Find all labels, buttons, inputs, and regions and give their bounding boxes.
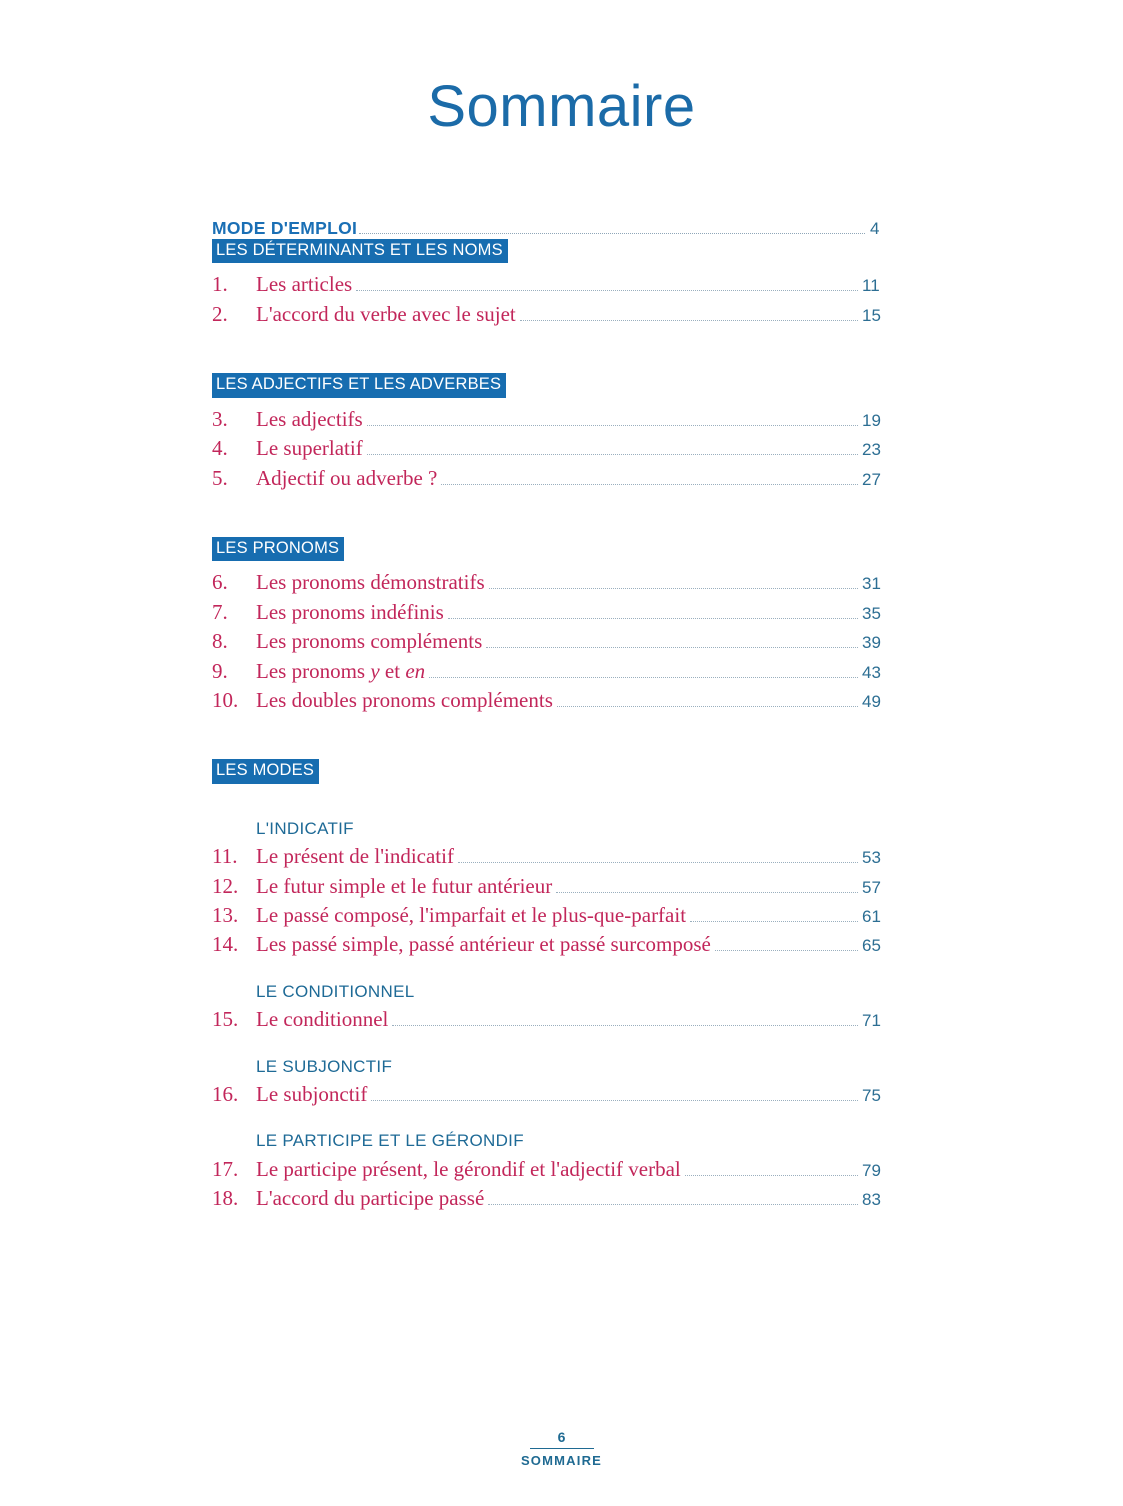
toc-entry[interactable] xyxy=(212,270,896,299)
section-header-band: LES DÉTERMINANTS ET LES NOMS xyxy=(212,239,508,263)
toc-entry-label: Les articles xyxy=(256,272,353,297)
toc-entry[interactable] xyxy=(212,930,896,959)
toc-entry-label: L'accord du verbe avec le sujet xyxy=(256,301,516,326)
dot-leader xyxy=(486,646,858,648)
toc-entry[interactable] xyxy=(212,1155,896,1184)
toc-entry-page: 15 xyxy=(862,305,881,325)
dot-leader xyxy=(448,617,858,619)
toc-entry[interactable] xyxy=(212,901,896,930)
toc-entry[interactable] xyxy=(212,1005,896,1034)
dot-leader xyxy=(359,232,865,234)
toc-subsection-heading: LE SUBJONCTIF xyxy=(256,1056,393,1076)
toc-entry-number: 8. xyxy=(212,629,228,654)
toc-entry-page: 43 xyxy=(862,662,881,682)
dot-leader xyxy=(556,891,858,893)
footer-label: SOMMAIRE xyxy=(520,1453,603,1468)
toc-entry-page: 35 xyxy=(862,603,881,623)
footer-divider xyxy=(530,1448,594,1449)
toc-entry-label: MODE D'EMPLOI xyxy=(212,218,358,238)
dot-leader xyxy=(557,705,858,707)
toc-entry-label: Le conditionnel xyxy=(256,1007,389,1032)
toc-entry-label: Les adjectifs xyxy=(256,406,363,431)
toc-entry[interactable] xyxy=(212,1080,896,1109)
toc-entry[interactable] xyxy=(212,872,896,901)
toc-entry-label: Les pronoms démonstratifs xyxy=(256,570,485,595)
toc-entry-page: 65 xyxy=(862,936,881,956)
dot-leader xyxy=(489,587,858,589)
toc-entry[interactable] xyxy=(212,1184,896,1213)
toc-entry-mode-demploi[interactable] xyxy=(212,218,896,239)
toc-entry[interactable] xyxy=(212,434,896,463)
toc-entry-label: Le participe présent, le gérondif et l'adjectif verbal xyxy=(256,1156,681,1181)
toc-entry-page: 39 xyxy=(862,633,881,653)
toc-section xyxy=(212,537,896,715)
toc-entry-label: Les passé simple, passé antérieur et passé surcomposé xyxy=(256,932,711,957)
dot-leader xyxy=(458,861,858,863)
toc-entry[interactable] xyxy=(212,300,896,329)
dot-leader xyxy=(690,920,858,922)
toc-entry-label: Le futur simple et le futur antérieur xyxy=(256,873,553,898)
toc-entry-number: 1. xyxy=(212,272,228,297)
toc-entry-label: Le passé composé, l'imparfait et le plus-que-parfait xyxy=(256,903,687,928)
toc-entry-label: Adjectif ou adverbe ? xyxy=(256,465,438,490)
dot-leader xyxy=(685,1174,858,1176)
toc-content xyxy=(212,218,896,1214)
toc-section xyxy=(212,373,896,493)
toc-entry-label: Le présent de l'indicatif xyxy=(256,844,454,869)
page-title: Sommaire xyxy=(427,74,696,139)
toc-entry-page: 27 xyxy=(862,469,881,489)
toc-entry-number: 14. xyxy=(212,932,239,957)
toc-entry-page: 83 xyxy=(862,1190,881,1210)
toc-entry-number: 15. xyxy=(212,1007,239,1032)
toc-entry-label: Les doubles pronoms compléments xyxy=(256,687,553,712)
page-footer xyxy=(0,1429,1123,1469)
toc-entry-label: Le subjonctif xyxy=(256,1081,368,1106)
toc-entry-number: 16. xyxy=(212,1081,239,1106)
toc-entry-page: 53 xyxy=(862,848,881,868)
toc-entry-number: 7. xyxy=(212,599,228,624)
toc-entry-label: Le superlatif xyxy=(256,436,363,461)
toc-entry-label: Les pronoms indéfinis xyxy=(256,599,444,624)
toc-entry-label: L'accord du participe passé xyxy=(256,1186,485,1211)
section-header-band: LES PRONOMS xyxy=(212,537,344,561)
section-header-band: LES ADJECTIFS ET LES ADVERBES xyxy=(212,373,506,397)
toc-entry-label: Les pronoms compléments xyxy=(256,629,483,654)
toc-entry-number: 13. xyxy=(212,903,239,928)
toc-entry-label: Les pronoms y et en xyxy=(256,658,426,683)
toc-entry[interactable] xyxy=(212,686,896,715)
toc-entry-page: 49 xyxy=(862,691,881,711)
toc-entry-page: 31 xyxy=(862,574,881,594)
toc-entry-number: 6. xyxy=(212,570,228,595)
toc-entry-number: 18. xyxy=(212,1186,239,1211)
toc-entry[interactable] xyxy=(212,405,896,434)
toc-entry-number: 11. xyxy=(212,844,238,869)
toc-entry-number: 5. xyxy=(212,465,228,490)
toc-entry-page: 11 xyxy=(862,276,880,296)
toc-entry-page: 71 xyxy=(862,1011,881,1031)
toc-subsection-heading: LE CONDITIONNEL xyxy=(256,981,415,1001)
dot-leader xyxy=(441,483,858,485)
toc-subsection-heading: L'INDICATIF xyxy=(256,818,354,838)
toc-entry-number: 4. xyxy=(212,436,228,461)
dot-leader xyxy=(520,319,858,321)
dot-leader xyxy=(367,453,858,455)
toc-entry[interactable] xyxy=(212,568,896,597)
toc-entry-number: 10. xyxy=(212,687,239,712)
toc-entry-page: 23 xyxy=(862,440,881,460)
toc-entry[interactable] xyxy=(212,598,896,627)
dot-leader xyxy=(367,424,858,426)
toc-entry-page: 57 xyxy=(862,877,881,897)
toc-entry[interactable] xyxy=(212,627,896,656)
toc-entry[interactable] xyxy=(212,464,896,493)
footer-page-number: 6 xyxy=(557,1428,566,1445)
toc-entry-page: 75 xyxy=(862,1085,881,1105)
toc-entry-number: 9. xyxy=(212,658,228,683)
toc-entry-page: 4 xyxy=(870,219,880,238)
toc-entry-page: 19 xyxy=(862,410,881,430)
section-header-band: LES MODES xyxy=(212,759,319,783)
dot-leader xyxy=(392,1024,858,1026)
dot-leader xyxy=(429,676,858,678)
toc-entry-number: 3. xyxy=(212,406,228,431)
toc-entry-number: 17. xyxy=(212,1156,239,1181)
dot-leader xyxy=(371,1099,858,1101)
toc-section xyxy=(212,239,896,329)
toc-entry[interactable] xyxy=(212,657,896,686)
dot-leader xyxy=(715,949,858,951)
toc-entry-number: 12. xyxy=(212,873,239,898)
toc-entry-number: 2. xyxy=(212,301,228,326)
toc-entry[interactable] xyxy=(212,842,896,871)
dot-leader xyxy=(488,1203,858,1205)
toc-sections xyxy=(212,239,896,1214)
toc-subsection-heading: LE PARTICIPE ET LE GÉRONDIF xyxy=(256,1131,524,1151)
dot-leader xyxy=(356,289,858,291)
toc-entry-page: 61 xyxy=(862,907,881,927)
toc-section xyxy=(212,759,896,1213)
toc-entry-page: 79 xyxy=(862,1160,881,1180)
